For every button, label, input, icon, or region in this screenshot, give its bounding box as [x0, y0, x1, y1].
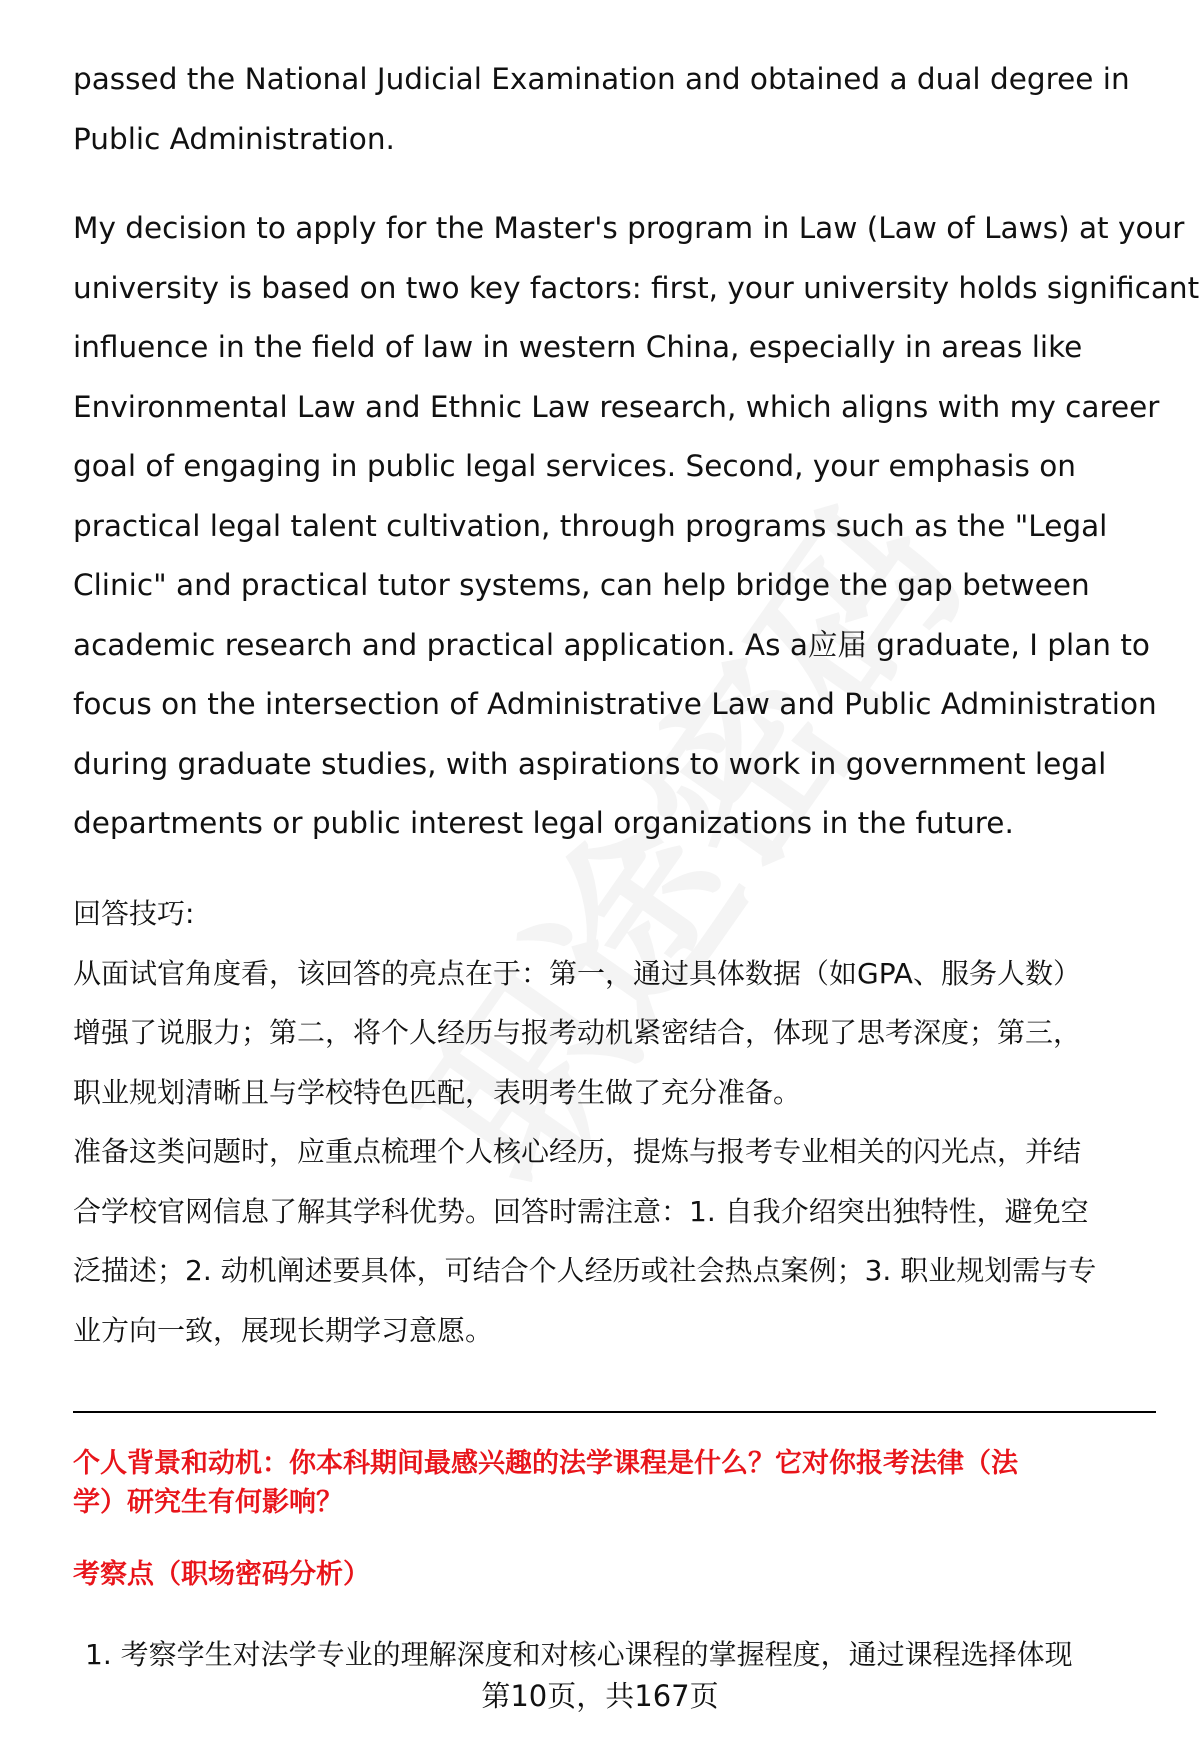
text-line: university is based on two key factors: first, your university holds significant — [73, 271, 1200, 305]
text-line: 业方向一致，展现长期学习意愿。 — [73, 1314, 494, 1347]
section-heading: 考察点（职场密码分析） — [73, 1559, 370, 1590]
text-line: departments or public interest legal organizations in the future. — [73, 806, 1014, 840]
text-line: 增强了说服力；第二，将个人经历与报考动机紧密结合，体现了思考深度；第三， — [73, 1016, 1082, 1049]
text-line: influence in the field of law in western China, especially in areas like — [73, 330, 1083, 364]
section-divider — [73, 1411, 1156, 1413]
text-line: focus on the intersection of Administrative Law and Public Administration — [73, 687, 1157, 721]
text-line: goal of engaging in public legal services. Second, your emphasis on — [73, 449, 1076, 483]
text-line: 从面试官角度看，该回答的亮点在于：第一，通过具体数据（如GPA、服务人数） — [73, 957, 1081, 990]
text-line: practical legal talent cultivation, through programs such as the "Legal — [73, 509, 1108, 543]
text-line: passed the National Judicial Examination and obtained a dual degree in — [73, 62, 1130, 96]
text-line: 合学校官网信息了解其学科优势。回答时需注意：1. 自我介绍突出独特性，避免空 — [73, 1195, 1089, 1228]
tips-heading: 回答技巧: — [73, 897, 195, 930]
text-line: Clinic" and practical tutor systems, can help bridge the gap between — [73, 568, 1090, 602]
text-line: My decision to apply for the Master's program in Law (Law of Laws) at your — [73, 211, 1185, 245]
text-line: 泛描述；2. 动机阐述要具体，可结合个人经历或社会热点案例；3. 职业规划需与专 — [73, 1254, 1097, 1287]
text-line: during graduate studies, with aspirations to work in government legal — [73, 747, 1107, 781]
text-line: Environmental Law and Ethnic Law research, which aligns with my career — [73, 390, 1160, 424]
text-line: 准备这类问题时，应重点梳理个人核心经历，提炼与报考专业相关的闪光点，并结 — [73, 1135, 1082, 1168]
text-line: 职业规划清晰且与学校特色匹配，表明考生做了充分准备。 — [73, 1076, 802, 1109]
text-line: Public Administration. — [73, 122, 395, 156]
page-footer: 第10页，共167页 — [481, 1679, 719, 1713]
question-line: 学）研究生有何影响？ — [73, 1487, 343, 1518]
text-line: academic research and practical application. As a应届 graduate, I plan to — [73, 628, 1150, 662]
question-line: 个人背景和动机：你本科期间最感兴趣的法学课程是什么？它对你报考法律（法 — [73, 1448, 1018, 1479]
list-item: 1. 考察学生对法学专业的理解深度和对核心课程的掌握程度，通过课程选择体现 — [85, 1638, 1073, 1671]
